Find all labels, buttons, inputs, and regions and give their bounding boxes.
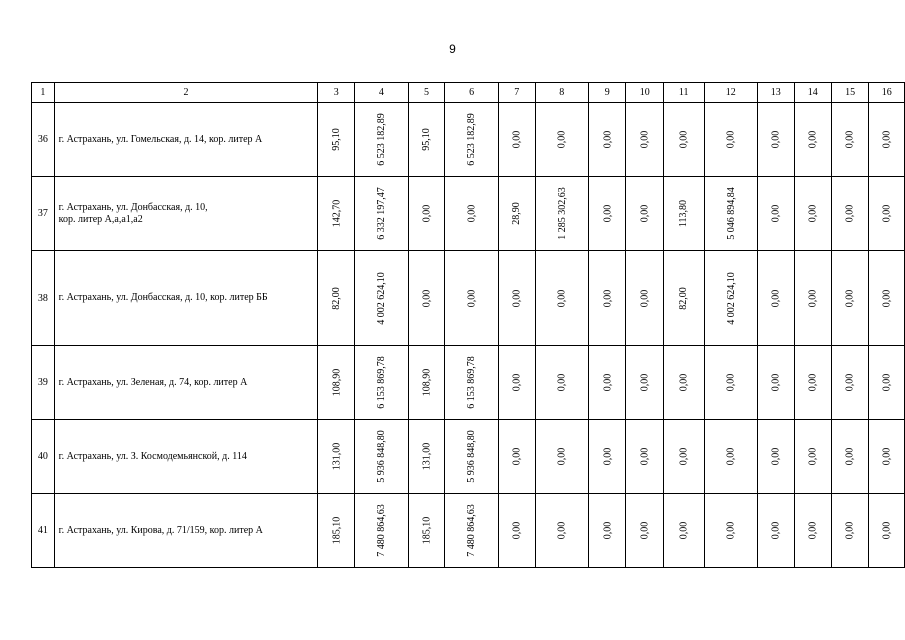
table-row [32,251,905,346]
cell-c9 [589,420,626,494]
cell-value: 0,00 [511,521,523,540]
cell-value: 0,00 [678,447,690,466]
cell-c15 [831,103,868,177]
cell-c4 [355,420,409,494]
row-number: 36 [32,103,55,177]
cell-c8 [535,251,589,346]
cell-value: 0,00 [770,130,782,149]
cell-c3 [318,346,355,420]
cell-c7 [498,420,535,494]
cell-value: 0,00 [807,204,819,223]
cell-c10 [626,494,663,568]
column-header: 11 [663,83,704,103]
cell-c11 [663,494,704,568]
cell-value: 6 153 869,78 [375,356,387,409]
cell-c16 [869,420,905,494]
cell-c12 [704,103,758,177]
column-header: 8 [535,83,589,103]
cell-value: 0,00 [678,373,690,392]
cell-c11 [663,251,704,346]
cell-value: 0,00 [807,289,819,307]
cell-value: 0,00 [807,447,819,466]
cell-value: 0,00 [601,373,613,392]
cell-c13 [758,494,794,568]
row-number: 41 [32,494,55,568]
cell-value: 0,00 [881,447,893,466]
cell-value: 0,00 [639,204,651,223]
cell-c3 [318,420,355,494]
cell-c15 [831,177,868,251]
cell-c7 [498,494,535,568]
cell-value: 6 523 182,89 [466,113,478,166]
cell-value: 0,00 [770,521,782,540]
cell-value: 0,00 [556,447,568,466]
table-row [32,420,905,494]
column-header: 4 [355,83,409,103]
cell-c10 [626,177,663,251]
column-header: 15 [831,83,868,103]
cell-c8 [535,346,589,420]
cell-value: 0,00 [770,373,782,392]
cell-c15 [831,420,868,494]
row-address: г. Астрахань, ул. Донбасская, д. 10, кор. литер А,а,а1,а2 [54,177,318,251]
cell-c9 [589,346,626,420]
cell-c16 [869,177,905,251]
column-header: 9 [589,83,626,103]
cell-c3 [318,251,355,346]
row-number: 38 [32,251,55,346]
cell-value: 0,00 [601,521,613,540]
cell-c8 [535,420,589,494]
cell-value: 0,00 [601,130,613,149]
cell-value: 0,00 [807,130,819,149]
cell-value: 0,00 [725,447,737,466]
cell-c6 [445,420,499,494]
table-row [32,494,905,568]
cell-value: 131,00 [421,442,433,471]
cell-c6 [445,251,499,346]
cell-c10 [626,346,663,420]
cell-c5 [408,177,445,251]
cell-value: 1 285 302,63 [556,187,568,240]
cell-c11 [663,103,704,177]
cell-value: 95,10 [421,128,433,151]
cell-c14 [794,177,831,251]
column-header: 1 [32,83,55,103]
row-address: г. Астрахань, ул. Кирова, д. 71/159, кор. литер А [54,494,318,568]
cell-value: 0,00 [639,289,651,307]
cell-c13 [758,251,794,346]
cell-c7 [498,251,535,346]
cell-value: 0,00 [639,521,651,540]
cell-value: 7 480 864,63 [466,504,478,557]
cell-value: 0,00 [770,204,782,223]
cell-c5 [408,494,445,568]
cell-c14 [794,494,831,568]
cell-value: 82,00 [678,286,690,310]
cell-value: 0,00 [881,130,893,149]
cell-value: 4 002 624,10 [375,271,387,325]
cell-c12 [704,494,758,568]
cell-c15 [831,494,868,568]
table-row [32,346,905,420]
cell-value: 0,00 [770,289,782,307]
column-header: 12 [704,83,758,103]
cell-value: 0,00 [725,521,737,540]
row-number: 39 [32,346,55,420]
cell-value: 0,00 [556,521,568,540]
cell-c5 [408,251,445,346]
column-header: 16 [869,83,905,103]
cell-c16 [869,251,905,346]
row-address: г. Астрахань, ул. Гомельская, д. 14, кор. литер А [54,103,318,177]
cell-c9 [589,177,626,251]
row-address: г. Астрахань, ул. З. Космодемьянской, д. 114 [54,420,318,494]
header-row [32,83,905,103]
cell-c3 [318,494,355,568]
cell-c14 [794,103,831,177]
cell-value: 113,80 [678,199,690,228]
cell-c9 [589,494,626,568]
cell-c15 [831,346,868,420]
cell-value: 0,00 [601,289,613,307]
cell-value: 0,00 [639,373,651,392]
cell-value: 0,00 [556,289,568,307]
cell-value: 6 332 197,47 [375,187,387,240]
cell-value: 5 936 848,80 [466,430,478,483]
column-header: 7 [498,83,535,103]
cell-c5 [408,103,445,177]
cell-c8 [535,103,589,177]
cell-value: 0,00 [639,130,651,149]
cell-value: 0,00 [421,289,433,307]
cell-value: 0,00 [601,204,613,223]
cell-value: 0,00 [844,130,856,149]
column-header: 2 [54,83,318,103]
column-header: 3 [318,83,355,103]
cell-value: 185,10 [421,516,433,545]
cell-value: 0,00 [844,373,856,392]
cell-c7 [498,103,535,177]
cell-value: 108,90 [421,368,433,397]
column-header: 13 [758,83,794,103]
cell-value: 6 153 869,78 [466,356,478,409]
cell-value: 142,70 [330,199,342,228]
cell-c12 [704,177,758,251]
cell-c13 [758,346,794,420]
cell-value: 0,00 [678,130,690,149]
cell-value: 0,00 [678,521,690,540]
cell-value: 0,00 [881,521,893,540]
cell-value: 0,00 [807,373,819,392]
cell-c13 [758,420,794,494]
cell-value: 131,00 [330,442,342,471]
cell-c7 [498,177,535,251]
cell-c4 [355,346,409,420]
cell-value: 0,00 [844,289,856,307]
page-number: 9 [449,42,456,56]
cell-c4 [355,103,409,177]
cell-value: 0,00 [725,373,737,392]
cell-value: 0,00 [881,373,893,392]
cell-c3 [318,103,355,177]
cell-value: 0,00 [421,204,433,223]
cell-value: 7 480 864,63 [375,504,387,557]
cell-value: 0,00 [511,289,523,307]
cell-c13 [758,177,794,251]
cell-c9 [589,103,626,177]
cell-c14 [794,251,831,346]
cell-value: 0,00 [725,130,737,149]
cell-value: 5 936 848,80 [375,430,387,483]
cell-c8 [535,494,589,568]
cell-value: 0,00 [844,521,856,540]
cell-c9 [589,251,626,346]
cell-value: 0,00 [466,204,478,223]
table-row [32,103,905,177]
cell-value: 6 523 182,89 [375,113,387,166]
cell-value: 108,90 [330,368,342,397]
cell-value: 0,00 [511,373,523,392]
cell-value: 28,90 [511,202,523,225]
row-number: 40 [32,420,55,494]
cell-value: 0,00 [639,447,651,466]
cell-c7 [498,346,535,420]
cell-c11 [663,177,704,251]
column-header: 10 [626,83,663,103]
cell-value: 0,00 [511,130,523,149]
cell-value: 0,00 [770,447,782,466]
cell-c13 [758,103,794,177]
cell-c11 [663,420,704,494]
cell-c6 [445,346,499,420]
cell-value: 0,00 [466,289,478,307]
cell-value: 0,00 [807,521,819,540]
cell-c6 [445,103,499,177]
cell-c14 [794,346,831,420]
cell-c10 [626,103,663,177]
cell-c12 [704,420,758,494]
cell-value: 5 046 894,84 [725,187,737,240]
cell-value: 0,00 [844,204,856,223]
cell-c4 [355,494,409,568]
row-address: г. Астрахань, ул. Зеленая, д. 74, кор. литер А [54,346,318,420]
cell-c4 [355,177,409,251]
cell-value: 82,00 [330,286,342,310]
column-header: 6 [445,83,499,103]
cell-c16 [869,103,905,177]
data-table [31,82,905,568]
cell-c12 [704,251,758,346]
cell-c16 [869,494,905,568]
cell-value: 0,00 [844,447,856,466]
cell-value: 0,00 [881,289,893,307]
cell-c14 [794,420,831,494]
cell-c5 [408,420,445,494]
cell-c4 [355,251,409,346]
cell-value: 0,00 [601,447,613,466]
cell-c11 [663,346,704,420]
column-header: 14 [794,83,831,103]
row-address: г. Астрахань, ул. Донбасская, д. 10, кор. литер ББ [54,251,318,346]
cell-value: 0,00 [556,373,568,392]
cell-value: 95,10 [330,128,342,151]
cell-value: 0,00 [556,130,568,149]
cell-value: 185,10 [330,516,342,545]
cell-c6 [445,494,499,568]
cell-value: 4 002 624,10 [725,271,737,325]
cell-c10 [626,420,663,494]
cell-c5 [408,346,445,420]
cell-c15 [831,251,868,346]
cell-c12 [704,346,758,420]
column-header: 5 [408,83,445,103]
cell-c16 [869,346,905,420]
cell-c6 [445,177,499,251]
cell-value: 0,00 [511,447,523,466]
cell-c10 [626,251,663,346]
table-row [32,177,905,251]
cell-c3 [318,177,355,251]
cell-value: 0,00 [881,204,893,223]
cell-c8 [535,177,589,251]
row-number: 37 [32,177,55,251]
